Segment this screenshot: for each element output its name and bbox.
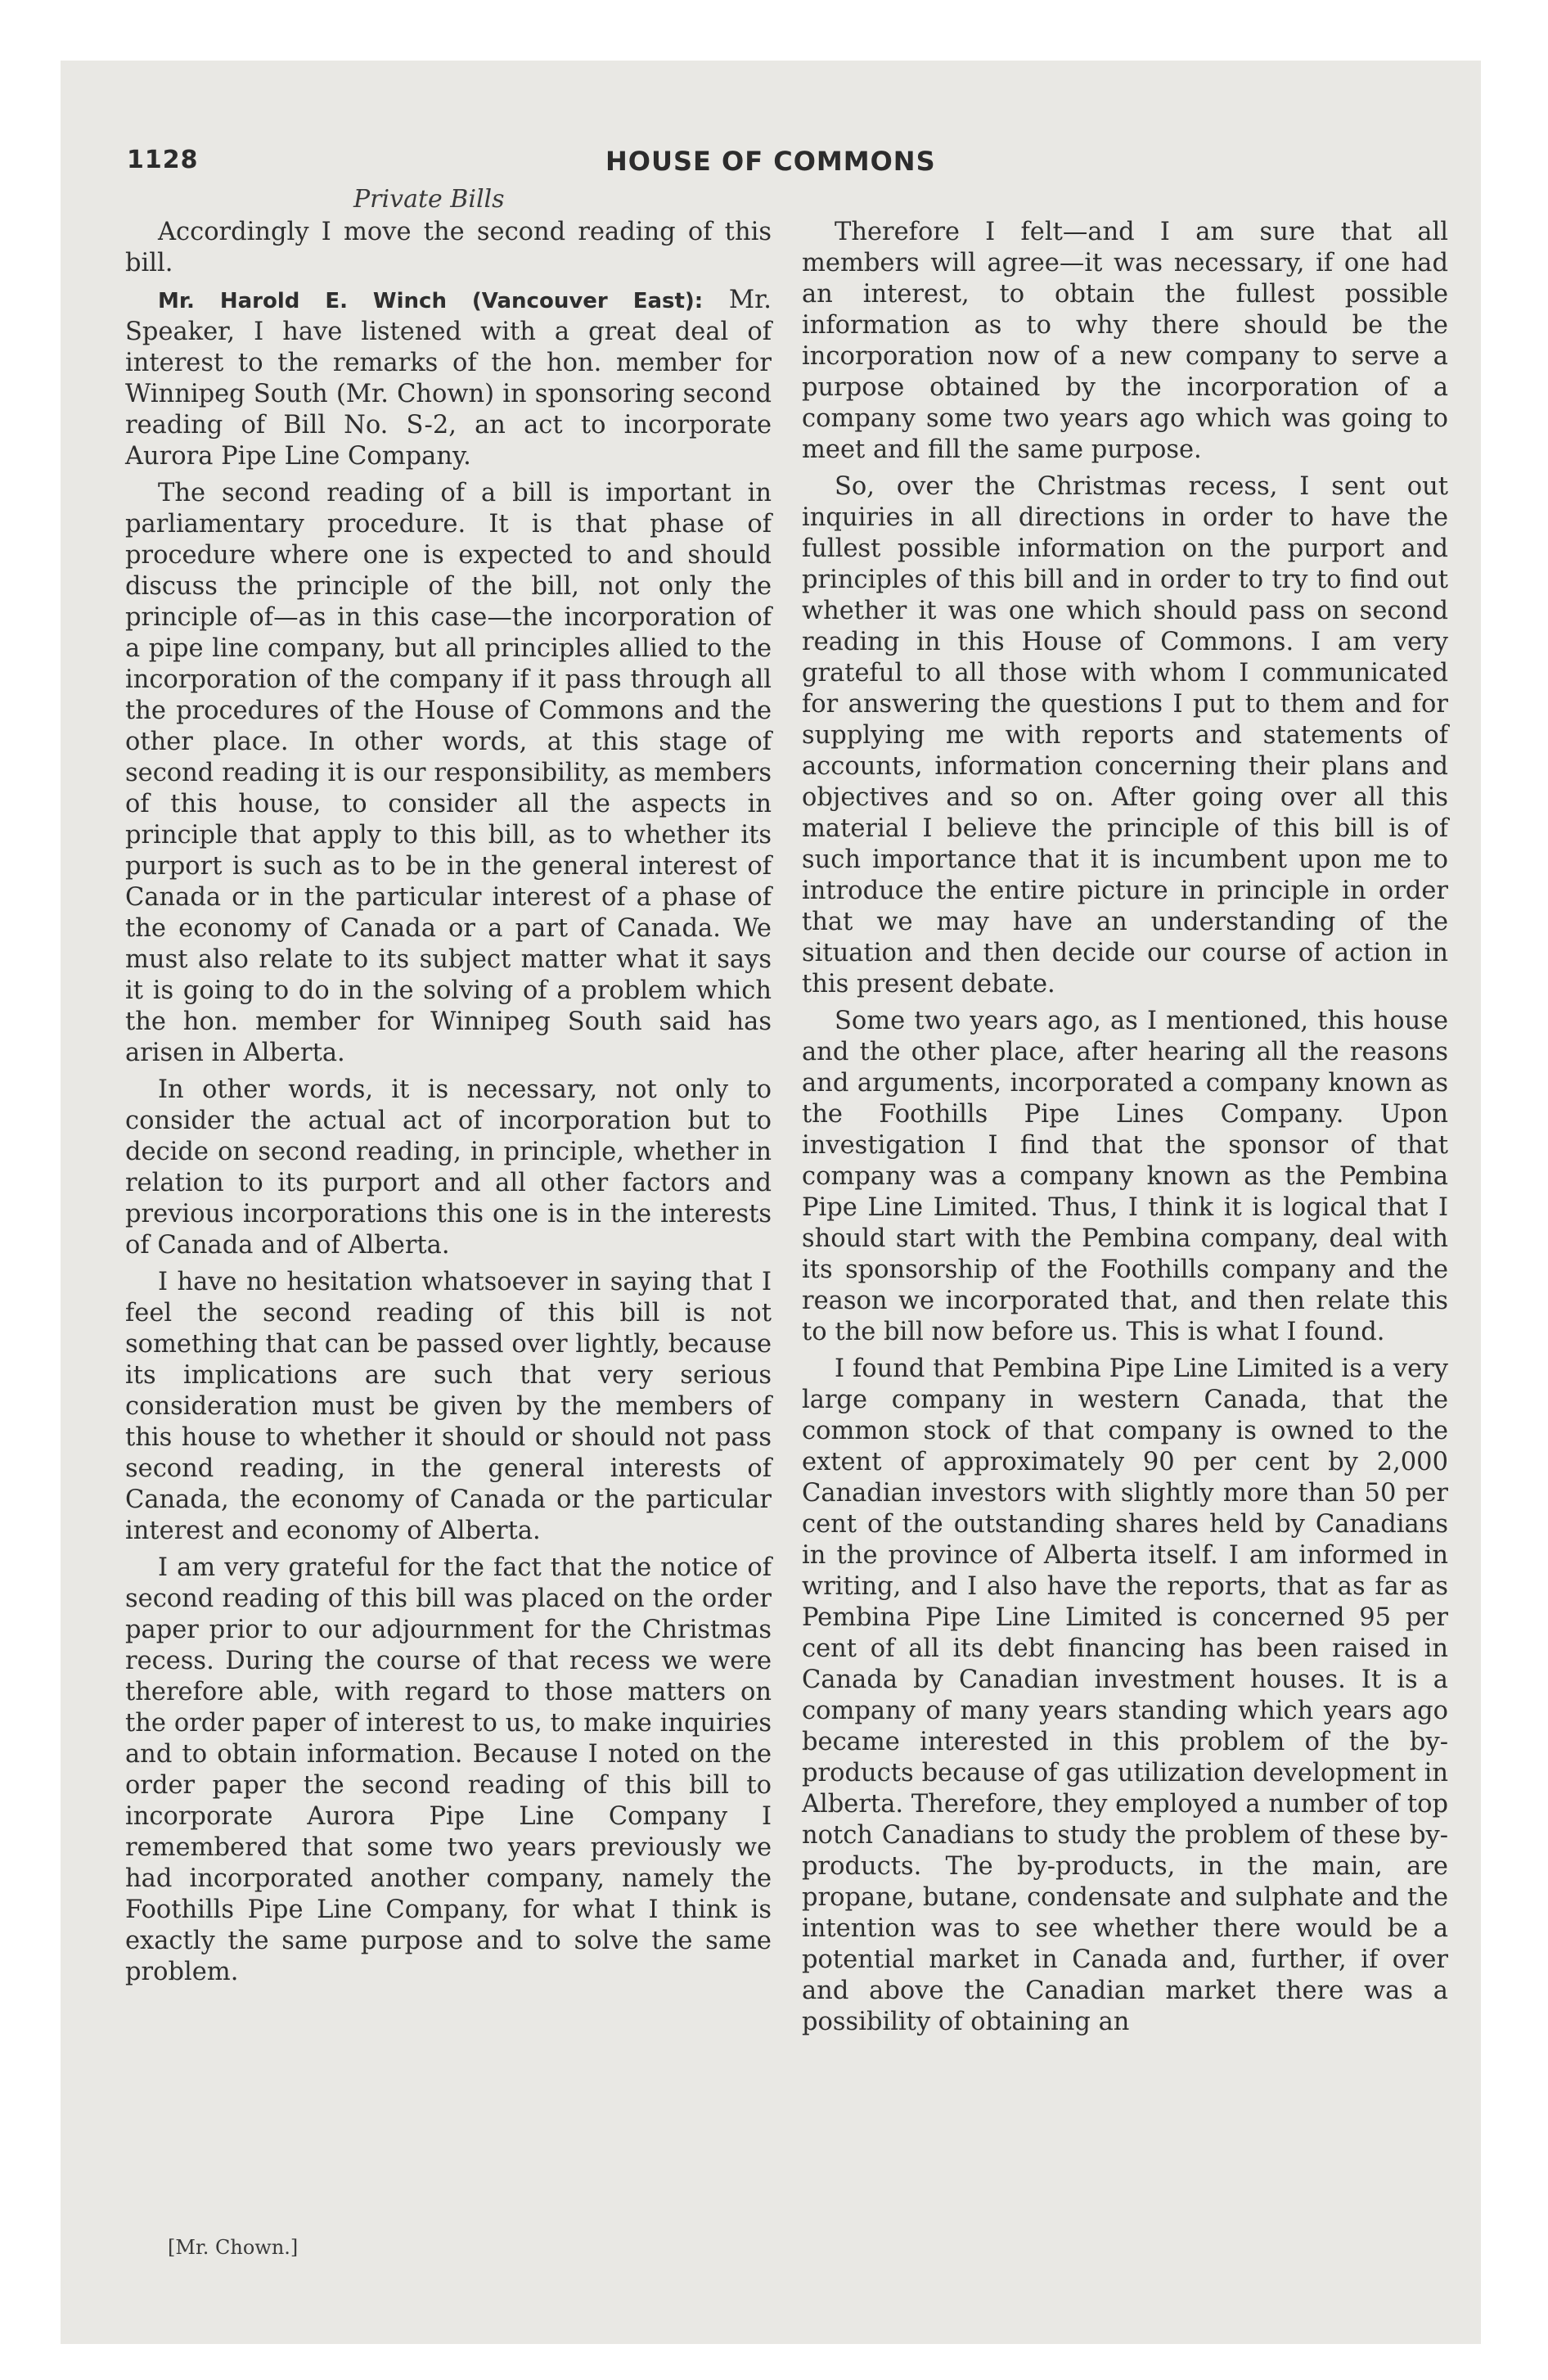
paragraph: I am very grateful for the fact that the notice of second reading of this bill was placed on the order paper prior to our adjournment for the Christmas recess. During the course of that recess we were therefore able, with regard to those matters on the order paper of interest to us, to make inquiries and to obtain information. Because I noted on the order paper the second reading of this bill to incorporate Aurora Pipe Line Company I remembered that some two years previously we had incorporated another company, namely the Foothills Pipe Line Company, for what I think is exactly the same purpose and to solve the same problem. xyxy=(125,1553,772,1986)
section-title: Private Bills xyxy=(353,185,505,214)
speaker-name: Mr. Harold E. Winch (Vancouver East): xyxy=(158,289,704,313)
paragraph: So, over the Christmas recess, I sent out inquiries in all directions in order to have the fullest possible information on the purport and principles of this bill and in order to try to find out whether it was one which should pass on second reading in this House of Commons. I am very grateful to all those with whom I communicated for answering the questions I put to them and for supplying me with reports and statements of accounts, information concerning their plans and objectives and so on. After going over all this material I believe the principle of this bill is of such importance that it is incumbent upon me to introduce the entire picture in principle in order that we may have an understanding of the situation and then decide our course of action in this present debate. xyxy=(802,472,1448,998)
paragraph: Accordingly I move the second reading of this bill. xyxy=(125,218,772,277)
speaker-attribution: [Mr. Chown.] xyxy=(168,2236,299,2259)
left-column xyxy=(125,217,772,1994)
page-number: 1128 xyxy=(127,146,199,174)
paragraph: The second reading of a bill is important in parliamentary procedure. It is that phase of procedure where one is expected to and should discuss the principle of the bill, not only the principle of—as in this case—the incorporation of a pipe line company, but all principles allied to the incorporation of the company if it pass through all the procedures of the House of Commons and the other place. In other words, at this stage of second reading it is our responsibility, as members of this house, to consider all the aspects in principle that apply to this bill, as to whether its purport is such as to be in the general interest of Canada or in the particular interest of a phase of the economy of Canada or a part of Canada. We must also relate to its subject matter what it says it is going to do in the solving of a problem which the hon. member for Winnipeg South said has arisen in Alberta. xyxy=(125,479,772,1067)
speaker-paragraph xyxy=(125,285,772,472)
paragraph: Some two years ago, as I mentioned, this house and the other place, after hearing all the reasons and arguments, incorporated a company known as the Foothills Pipe Lines Company. Upon investigation I find that the sponsor of that company was a company known as the Pembina Pipe Line Limited. Thus, I think it is logical that I should start with the Pembina company, deal with its sponsorship of the Foothills company and the reason we incorporated that, and then relate this to the bill now before us. This is what I found. xyxy=(802,1007,1448,1346)
right-column xyxy=(802,217,1448,2044)
paragraph: I found that Pembina Pipe Line Limited is a very large company in western Canada, that the common stock of that company is owned to the extent of approximately 90 per cent by 2,000 Canadian investors with slightly more than 50 per cent of the outstanding shares held by Canadians in the province of Alberta itself. I am informed in writing, and I also have the reports, that as far as Pembina Pipe Line Limited is concerned 95 per cent of all its debt financing has been raised in Canada by Canadian investment houses. It is a company of many years standing which years ago became interested in this problem of the by-products because of gas utilization development in Alberta. Therefore, they employed a number of top notch Canadians to study the problem of these by-products. The by-products, in the main, are propane, butane, condensate and sulphate and the intention was to see whether there would be a potential market in Canada and, further, if over and above the Canadian market there was a possibility of obtaining an xyxy=(802,1355,1448,2036)
paragraph: I have no hesitation whatsoever in saying that I feel the second reading of this bill is not something that can be passed over lightly, because its implications are such that very serious consideration must be given by the members of this house to whether it should or should not pass second reading, in the general interests of Canada, the economy of Canada or the particular interest and economy of Alberta. xyxy=(125,1268,772,1545)
paragraph: Therefore I felt—and I am sure that all members will agree—it was necessary, if one had an interest, to obtain the fullest possible information as to why there should be the incorporation now of a new company to serve a purpose obtained by the incorporation of a company some two years ago which was going to meet and fill the same purpose. xyxy=(802,218,1448,464)
journal-title: HOUSE OF COMMONS xyxy=(605,146,936,177)
paragraph: In other words, it is necessary, not only to consider the actual act of incorporation but to decide on second reading, in principle, whether in relation to its purport and all other factors and previous incorporations this one is in the interests of Canada and of Alberta. xyxy=(125,1075,772,1260)
speech-text: Mr. Speaker, I have listened with a great deal of interest to the remarks of the hon. member for Winnipeg South (Mr. Chown) in sponsoring second reading of Bill No. S-2, an act to incorporate Aurora Pipe Line Company. xyxy=(125,286,772,471)
